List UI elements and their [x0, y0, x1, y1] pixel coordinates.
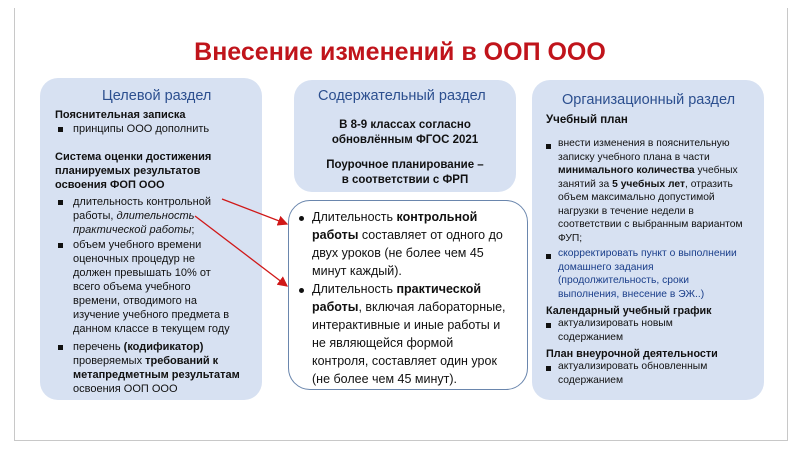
left-b2-line7: данном классе в текущем году	[73, 323, 230, 335]
assessment-system-label-1: Система оценки достижения	[55, 151, 212, 163]
left-b3-line2: проверяемых требований к	[73, 355, 219, 367]
center-p1-line1: Длительность контрольной	[312, 210, 478, 224]
content-line-2: обновлённым ФГОС 2021	[331, 134, 479, 146]
right-r3-line2: содержанием	[558, 331, 624, 343]
content-line-3: Поурочное планирование –	[326, 159, 484, 171]
center-p2-line1: Длительность практической	[312, 282, 482, 296]
center-p2-line3: интерактивные и иные работы и	[312, 318, 501, 332]
left-b1-line3: практической работы;	[73, 224, 195, 236]
right-r1-line4: занятий за 5 учебных лет, отразить	[558, 178, 733, 190]
left-b2-line5: времени, отводимого на	[73, 295, 197, 307]
center-p1-line3: двух уроков (не более чем 45	[312, 246, 484, 260]
right-r2-line3: (продолжительность, сроки	[558, 275, 689, 286]
content-line-1: В 8-9 классах согласно	[339, 119, 471, 131]
left-b3-line4: освоения ООП ООО	[73, 383, 178, 395]
content-section-heading: Содержательный раздел	[318, 88, 486, 104]
right-r1-line1: внести изменения в пояснительную	[558, 138, 730, 149]
right-r1-line2: записку учебного плана в части	[558, 151, 710, 163]
assessment-system-label-3: освоения ФОП ООО	[55, 179, 165, 191]
right-r1-line5: объем максимально допустимой	[558, 192, 715, 203]
left-b3-line3: метапредметным результатам	[73, 369, 240, 381]
left-b1-line1: длительность контрольной	[73, 196, 211, 208]
center-p1-line4: минут каждый).	[312, 264, 402, 278]
left-b2-line1: объем учебного времени	[73, 239, 202, 251]
target-section-heading: Целевой раздел	[102, 88, 212, 104]
slide-title: Внесение изменений в ООП ООО	[194, 38, 606, 66]
right-r3-line1: актуализировать новым	[558, 318, 673, 329]
center-p2-line6: (не более чем 45 минут).	[312, 372, 457, 386]
curriculum-label: Учебный план	[546, 114, 628, 126]
left-item-principles: принципы ООО дополнить	[73, 123, 210, 135]
explanatory-note-label: Пояснительная записка	[55, 109, 186, 121]
center-p2-line4: не являющейся формой	[312, 336, 454, 350]
content-line-4: в соответствии с ФРП	[341, 174, 469, 186]
right-r2-line1: скорректировать пункт о выполнении	[558, 248, 737, 259]
assessment-system-label-2: планируемых результатов	[55, 165, 201, 177]
extracurricular-plan-label: План внеурочной деятельности	[546, 348, 718, 360]
right-r1-line8: ФУП;	[558, 232, 583, 244]
right-r4-line2: содержанием	[558, 374, 624, 386]
arrow-practical-work	[195, 216, 287, 286]
right-r4-line1: актуализировать обновленным	[558, 361, 708, 372]
left-b3-line1: перечень (кодификатор)	[73, 341, 204, 353]
arrow-control-work	[222, 199, 287, 224]
left-b2-line3: должен превышать 10% от	[73, 267, 211, 279]
right-r1-line6: нагрузки в течение недели в	[558, 205, 694, 217]
left-b1-line2: работы, длительность	[73, 210, 195, 222]
right-r1-line3: минимального количества учебных	[558, 165, 738, 176]
center-p1-line2: работы составляет от одного до	[312, 228, 503, 242]
center-p2-line5: контроля, составляет один урок	[312, 354, 497, 368]
left-b2-line2: оценочных процедур не	[73, 253, 196, 265]
right-r1-line7: соответствии с выбранным вариантом	[558, 219, 743, 230]
right-r2-line2: домашнего задания	[558, 261, 654, 273]
right-r2-line4: выполнения, внесение в ЭЖ..)	[558, 288, 705, 300]
organizational-section-heading: Организационный раздел	[562, 92, 736, 108]
left-b2-line4: всего объема учебного	[73, 281, 191, 293]
center-p2-line2: работы, включая лабораторные,	[312, 300, 506, 314]
calendar-schedule-label: Календарный учебный график	[546, 305, 712, 317]
left-b2-line6: изучение учебного предмета в	[73, 309, 230, 321]
